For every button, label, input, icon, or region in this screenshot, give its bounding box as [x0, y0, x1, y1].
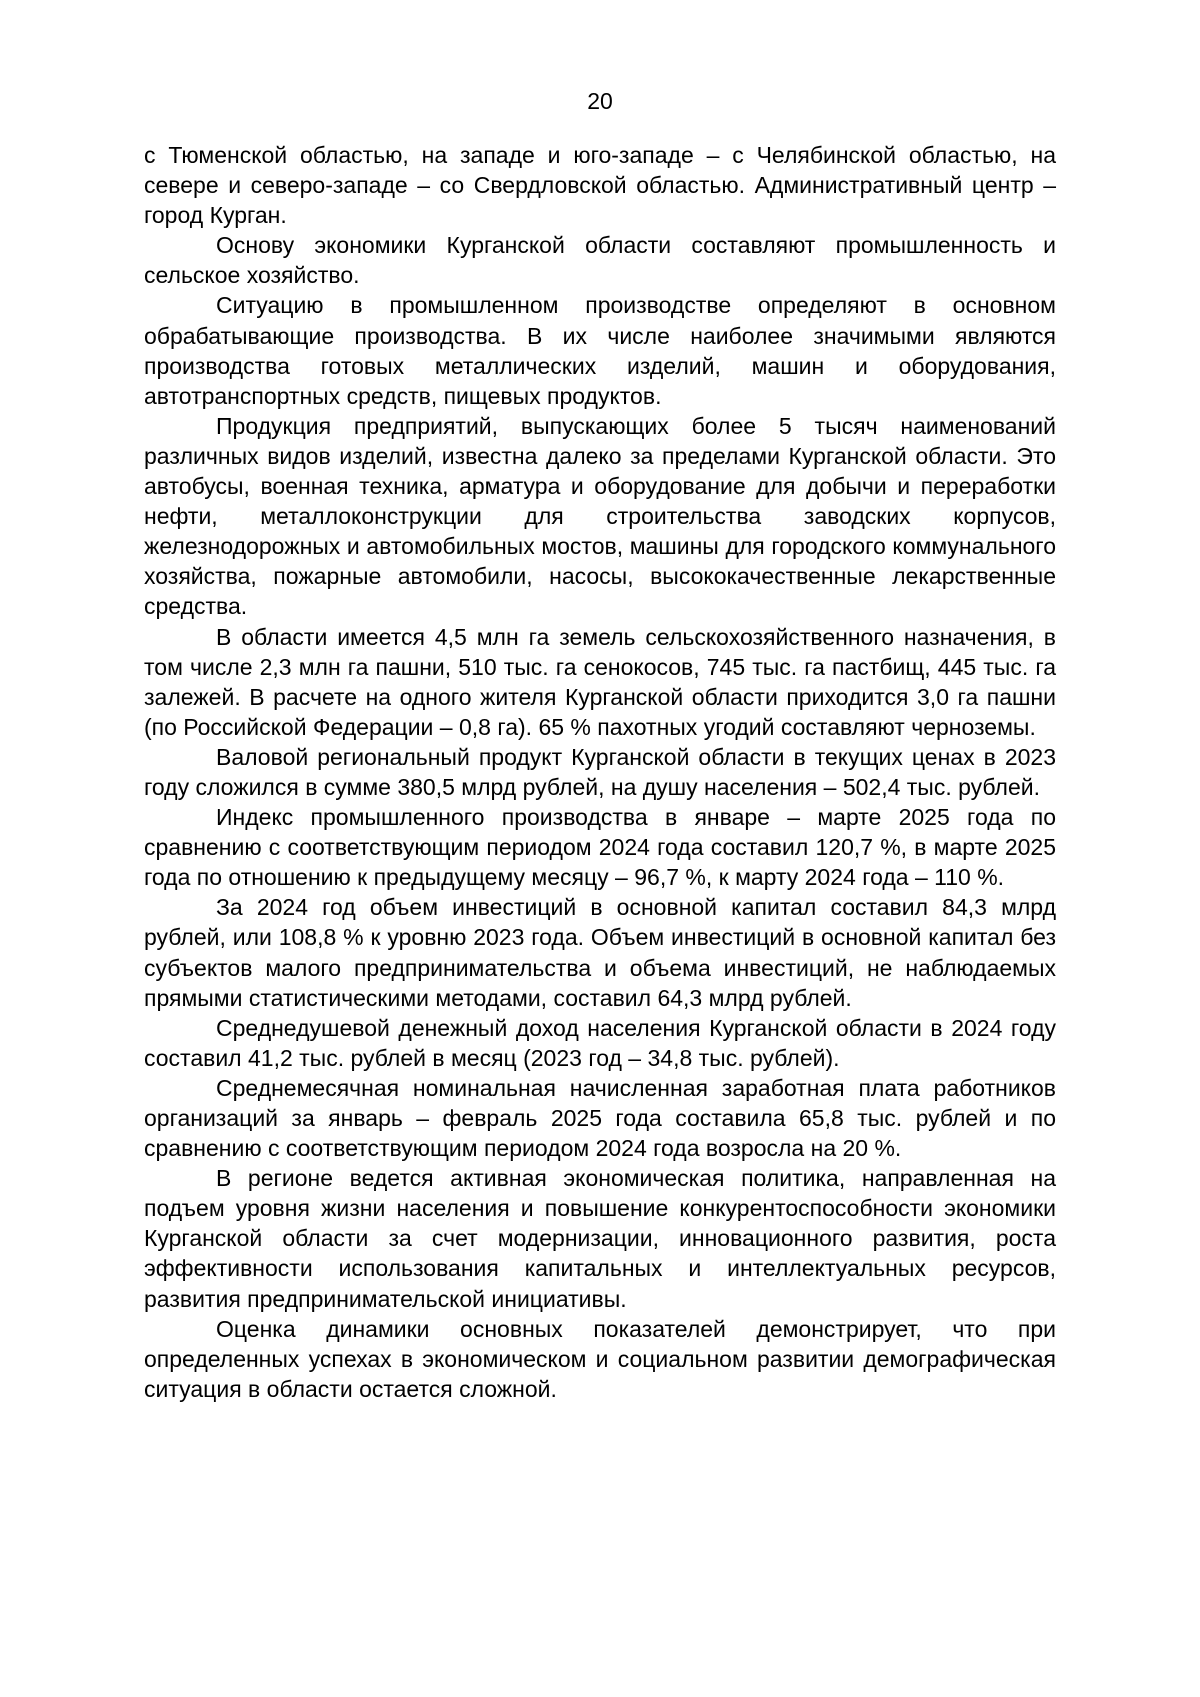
paragraph-policy: В регионе ведется активная экономическая политика, направленная на подъем уровня жизни населения и повышение конкурентоспособности экономики Курганской области за счет модернизации, инновационного развития, роста эффективности использования капитальных и интеллектуальных ресурсов, развития предпринимательской инициативы.	[144, 1165, 1056, 1312]
paragraph-products: Продукция предприятий, выпускающих более 5 тысяч наименований различных видов изделий, известна далеко за пределами Курганской области. Это автобусы, военная техника, арматура и оборудование для добычи и переработки нефти, металлоконструкции для строительства заводских корпусов, железнодорожных и автомобильных мостов, машины для городского коммунального хозяйства, пожарные автомобили, насосы, высококачественные лекарственные средства.	[144, 412, 1056, 620]
paragraph-continuation: с Тюменской областью, на западе и юго-западе – с Челябинской областью, на севере и северо-западе – со Свердловской областью. Административный центр – город Курган.	[144, 142, 1056, 229]
paragraph-industrial-index: Индекс промышленного производства в январе – марте 2025 года по сравнению с соответствующим периодом 2024 года составил 120,7 %, в марте 2025 года по отношению к предыдущему месяцу – 96,7 %, к марту 2024 года – 110 %.	[144, 804, 1056, 891]
document-body	[144, 140, 1056, 1404]
paragraph-salary: Среднемесячная номинальная начисленная заработная плата работников организаций за январь – февраль 2025 года составила 65,8 тыс. рублей и по сравнению с соответствующим периодом 2024 года возросла на 20 %.	[144, 1074, 1056, 1162]
paragraph-income: Среднедушевой денежный доход населения Курганской области в 2024 году составил 41,2 тыс. рублей в месяц (2023 год – 34,8 тыс. рублей).	[144, 1014, 1056, 1071]
paragraph-demography: Оценка динамики основных показателей демонстрирует, что при определенных успехах в экономическом и социальном развитии демографическая ситуация в области остается сложной.	[144, 1315, 1056, 1402]
paragraph-industry: Ситуацию в промышленном производстве определяют в основном обрабатывающие производства. В их числе наиболее значимыми являются производства готовых металлических изделий, машин и оборудования, автотранспортных средств, пищевых продуктов.	[144, 292, 1056, 409]
paragraph-economy-basis: Основу экономики Курганской области составляют промышленность и сельское хозяйство.	[144, 232, 1056, 289]
paragraph-investments: За 2024 год объем инвестиций в основной капитал составил 84,3 млрд рублей, или 108,8 % к уровню 2023 года. Объем инвестиций в основной капитал без субъектов малого предпринимательства и объема инвестиций, не наблюдаемых прямыми статистическими методами, составил 64,3 млрд рублей.	[144, 894, 1056, 1011]
paragraph-agriculture-land: В области имеется 4,5 млн га земель сельскохозяйственного назначения, в том числе 2,3 млн га пашни, 510 тыс. га сенокосов, 745 тыс. га пастбищ, 445 тыс. га залежей. В расчете на одного жителя Курганской области приходится 3,0 га пашни (по Российской Федерации – 0,8 га). 65 % пахотных угодий составляют черноземы.	[144, 623, 1056, 740]
paragraph-grp: Валовой региональный продукт Курганской области в текущих ценах в 2023 году сложился в сумме 380,5 млрд рублей, на душу населения – 502,4 тыс. рублей.	[144, 743, 1056, 800]
page-number: 20	[587, 88, 613, 114]
